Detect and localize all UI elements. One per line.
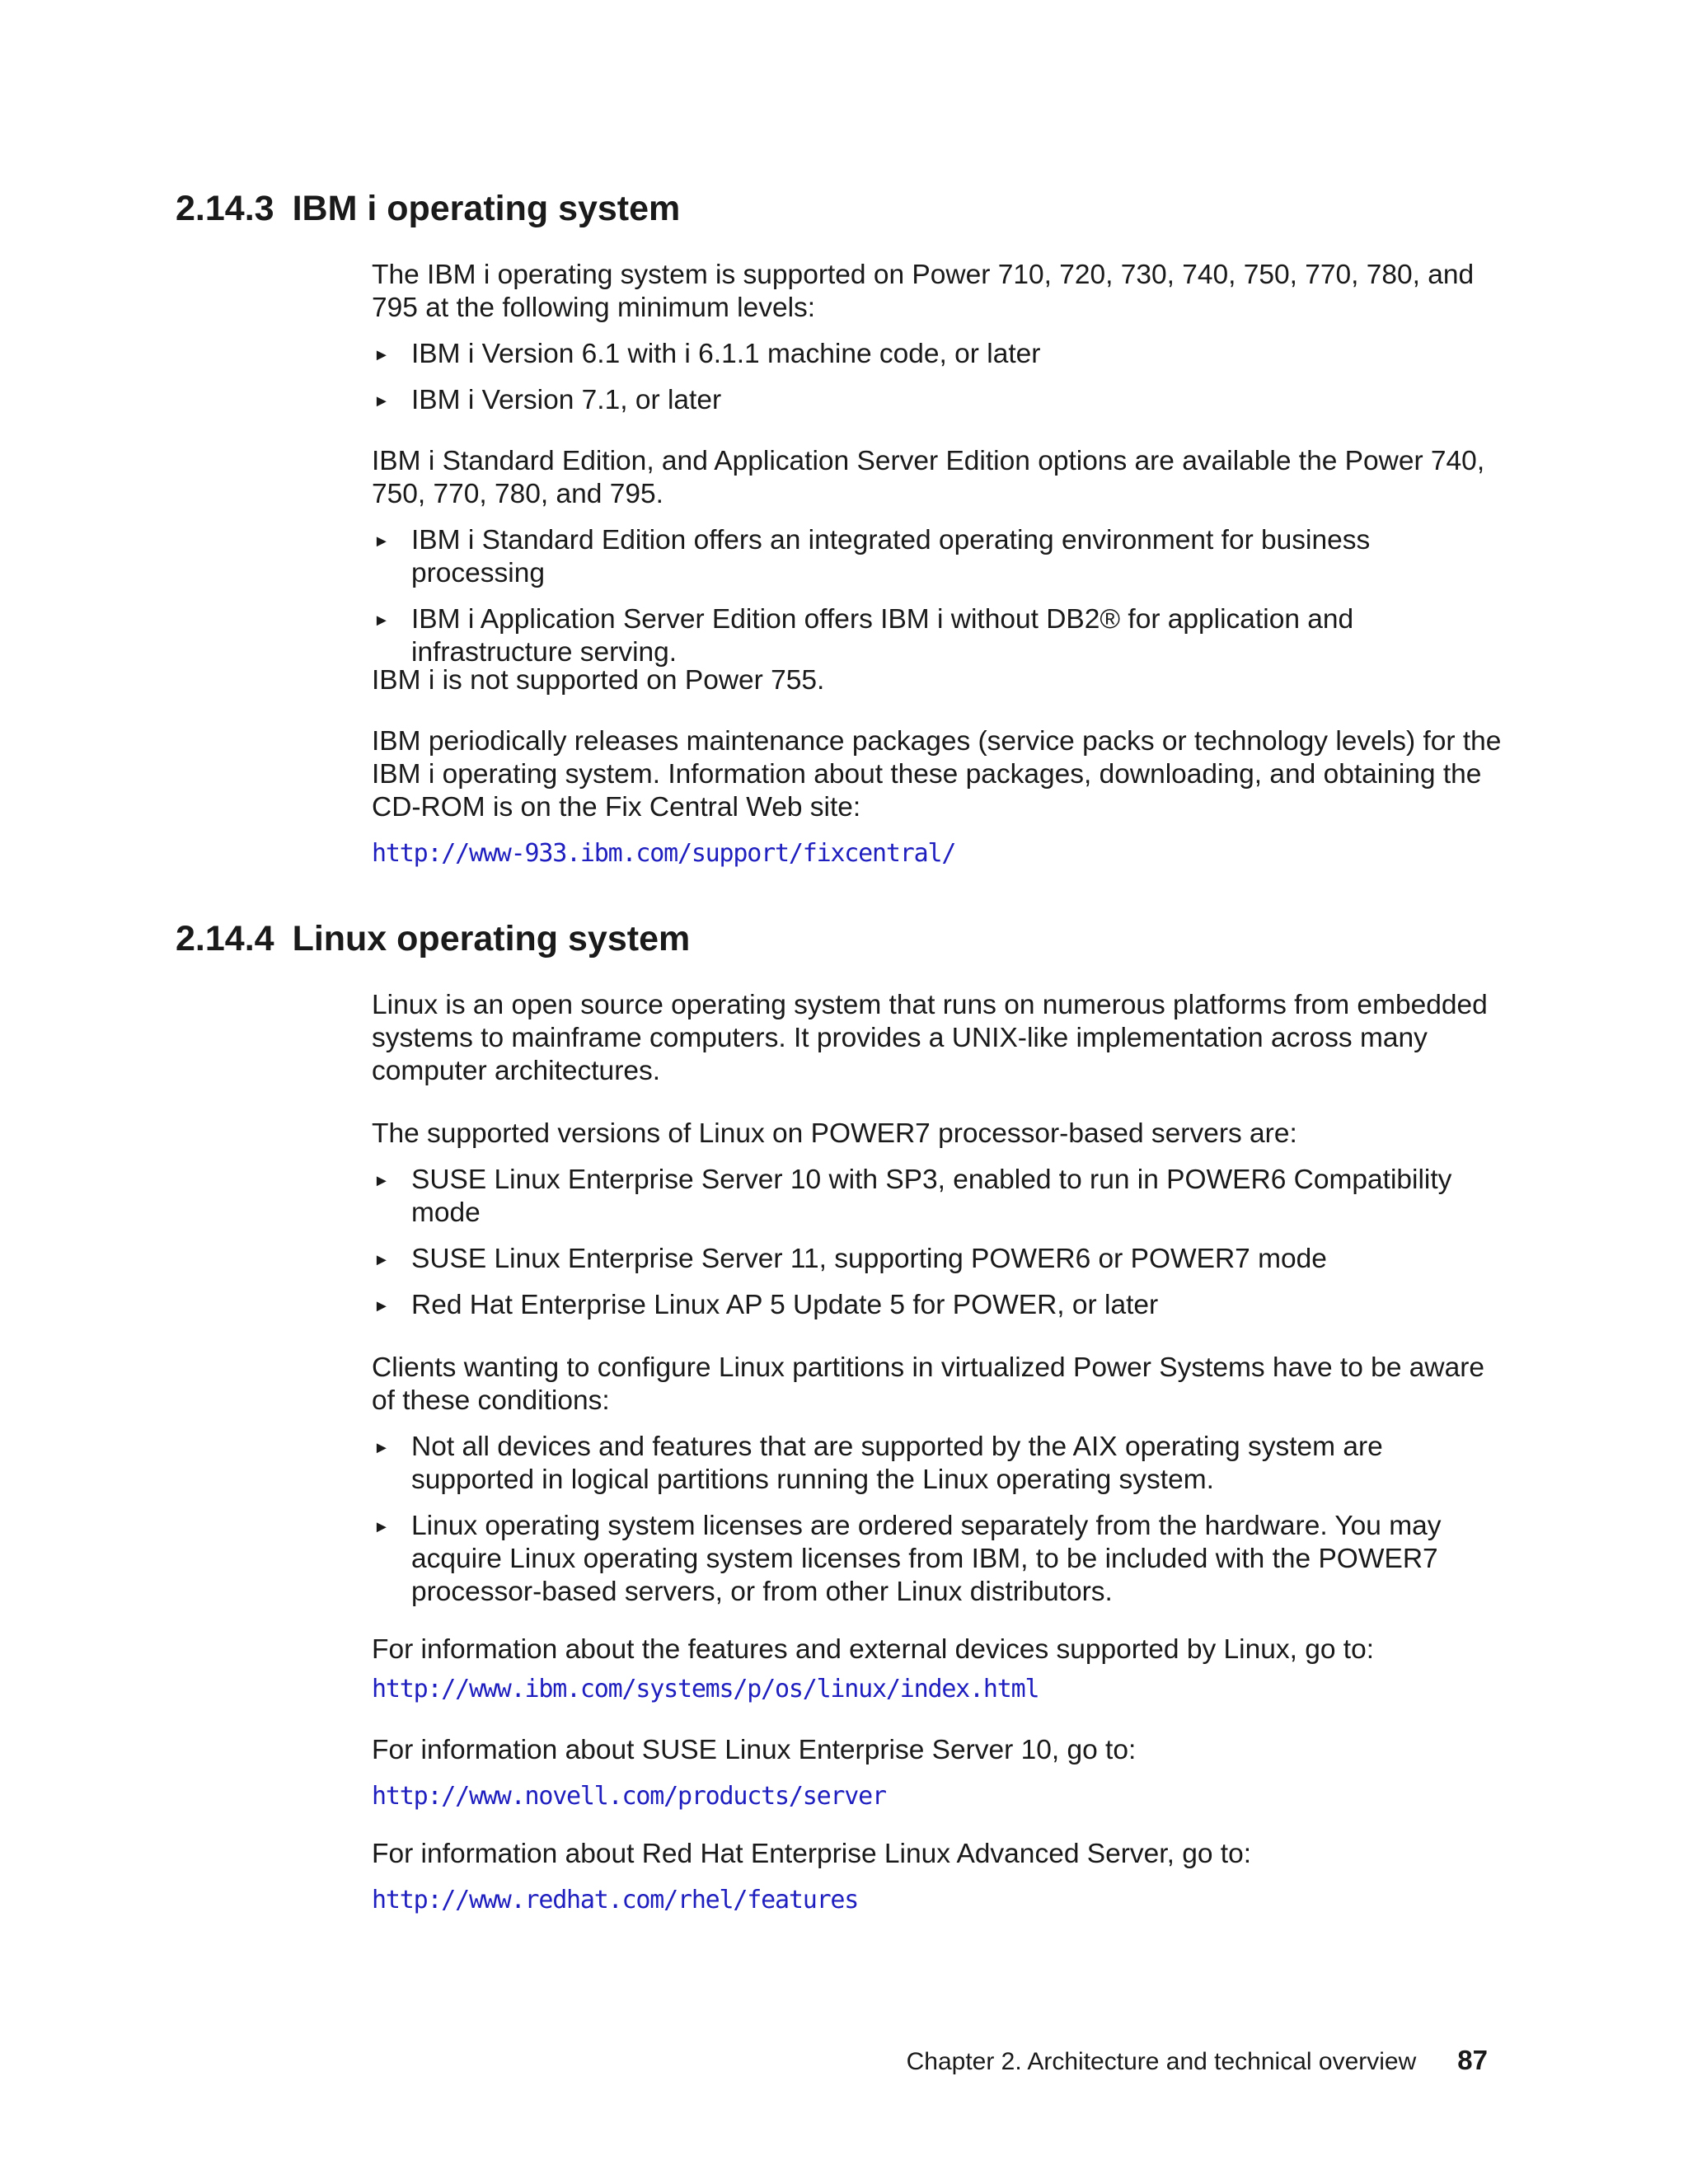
linux-features-link[interactable]: http://www.ibm.com/systems/p/os/linux/index.html (372, 1675, 1039, 1704)
section-title: IBM i operating system (292, 189, 681, 228)
ibm-i-editions-list-block (372, 524, 1509, 669)
section-heading-linux (176, 918, 690, 959)
linux-versions-list (372, 1164, 1509, 1322)
section-number: 2.14.3 (176, 189, 274, 228)
linux-versions-intro-block (372, 1118, 1509, 1151)
ibm-i-editions-paragraph: IBM i Standard Edition, and Application Server Edition options are available the Power 740, 750, 770, 780, and 795. (372, 446, 1485, 509)
linux-intro-paragraph: Linux is an open source operating system that runs on numerous platforms from embedded systems to mainframe computers. It provides a UNIX-like implementation across many computer architectures. (372, 990, 1488, 1086)
section-number: 2.14.4 (176, 919, 274, 958)
list-item: ► IBM i Version 6.1 with i 6.1.1 machine code, or later (372, 338, 1509, 371)
suse-link[interactable]: http://www.novell.com/products/server (372, 1782, 886, 1811)
list-item: ► IBM i Version 7.1, or later (372, 384, 1509, 417)
ibm-i-levels-list (372, 338, 1509, 417)
ibm-i-intro-paragraph: The IBM i operating system is supported on Power 710, 720, 730, 740, 750, 770, 780, and 795 at the following minimum levels: (372, 260, 1475, 323)
redhat-paragraph: For information about Red Hat Enterprise Linux Advanced Server, go to: (372, 1839, 1252, 1869)
linux-conditions-list-block (372, 1431, 1509, 1609)
ibm-i-not-supported-paragraph: IBM i is not supported on Power 755. (372, 665, 825, 696)
ibm-i-editions-list (372, 524, 1509, 669)
page-footer (907, 2044, 1488, 2079)
section-heading-ibm-i (176, 188, 680, 229)
bullet-arrow-icon: ► (373, 1251, 390, 1269)
ibm-i-levels-list-block (372, 338, 1509, 417)
suse-paragraph: For information about SUSE Linux Enterprise Server 10, go to: (372, 1735, 1137, 1765)
bullet-arrow-icon: ► (373, 392, 390, 410)
list-item: ► Linux operating system licenses are ordered separately from the hardware. You may acquire Linux operating system licenses from IBM, to be included with the POWER7 processor-based servers, or from other Linux distributors. (373, 1511, 1442, 1607)
list-item: ► Red Hat Enterprise Linux AP 5 Update 5 for POWER, or later (372, 1289, 1509, 1322)
suse-text-block (372, 1734, 1509, 1767)
ibm-i-maintenance-paragraph: IBM periodically releases maintenance packages (service packs or technology levels) for the IBM i operating system. Information about these packages, downloading, and obtaining the CD-ROM is on the Fix Central Web site: (372, 726, 1502, 823)
list-item: ► SUSE Linux Enterprise Server 11, supporting POWER6 or POWER7 mode (372, 1243, 1509, 1276)
linux-conditions-intro-block (372, 1352, 1509, 1418)
bullet-arrow-icon: ► (373, 612, 390, 630)
list-item: ► IBM i Application Server Edition offers IBM i without DB2® for application and infrastructure serving. (373, 604, 1354, 668)
bullet-arrow-icon: ► (373, 532, 390, 551)
bullet-arrow-icon: ► (373, 1439, 390, 1457)
bullet-arrow-icon: ► (373, 1518, 390, 1536)
linux-versions-list-block (372, 1164, 1509, 1322)
linux-conditions-intro-paragraph: Clients wanting to configure Linux partitions in virtualized Power Systems have to be aware of these conditions: (372, 1352, 1484, 1416)
bullet-arrow-icon: ► (373, 346, 390, 364)
ibm-i-not-supported-block (372, 664, 1509, 697)
linux-intro-block (372, 989, 1509, 1088)
list-item: ► IBM i Standard Edition offers an integrated operating environment for business processing (373, 525, 1371, 588)
redhat-link[interactable]: http://www.redhat.com/rhel/features (372, 1886, 859, 1915)
ibm-i-editions-intro-block (372, 445, 1509, 511)
list-item: ► Not all devices and features that are supported by the AIX operating system are supported in logical partitions running the Linux operating system. (373, 1432, 1383, 1495)
ibm-i-intro-block (372, 259, 1509, 325)
linux-versions-intro-paragraph: The supported versions of Linux on POWER7 processor-based servers are: (372, 1118, 1297, 1149)
linux-conditions-list (372, 1431, 1509, 1609)
list-item: ► SUSE Linux Enterprise Server 10 with SP3, enabled to run in POWER6 Compatibility mode (373, 1165, 1452, 1228)
linux-features-text-block (372, 1633, 1509, 1666)
bullet-arrow-icon: ► (373, 1172, 390, 1190)
bullet-arrow-icon: ► (373, 1297, 390, 1315)
linux-features-paragraph: For information about the features and external devices supported by Linux, go to: (372, 1634, 1375, 1665)
page-number: 87 (1457, 2045, 1488, 2075)
footer-chapter-title: Chapter 2. Architecture and technical overview (906, 2048, 1417, 2075)
redhat-text-block (372, 1838, 1509, 1871)
ibm-i-maintenance-block (372, 725, 1509, 824)
fix-central-link[interactable]: http://www-933.ibm.com/support/fixcentral/ (372, 839, 956, 868)
section-title: Linux operating system (292, 919, 691, 958)
